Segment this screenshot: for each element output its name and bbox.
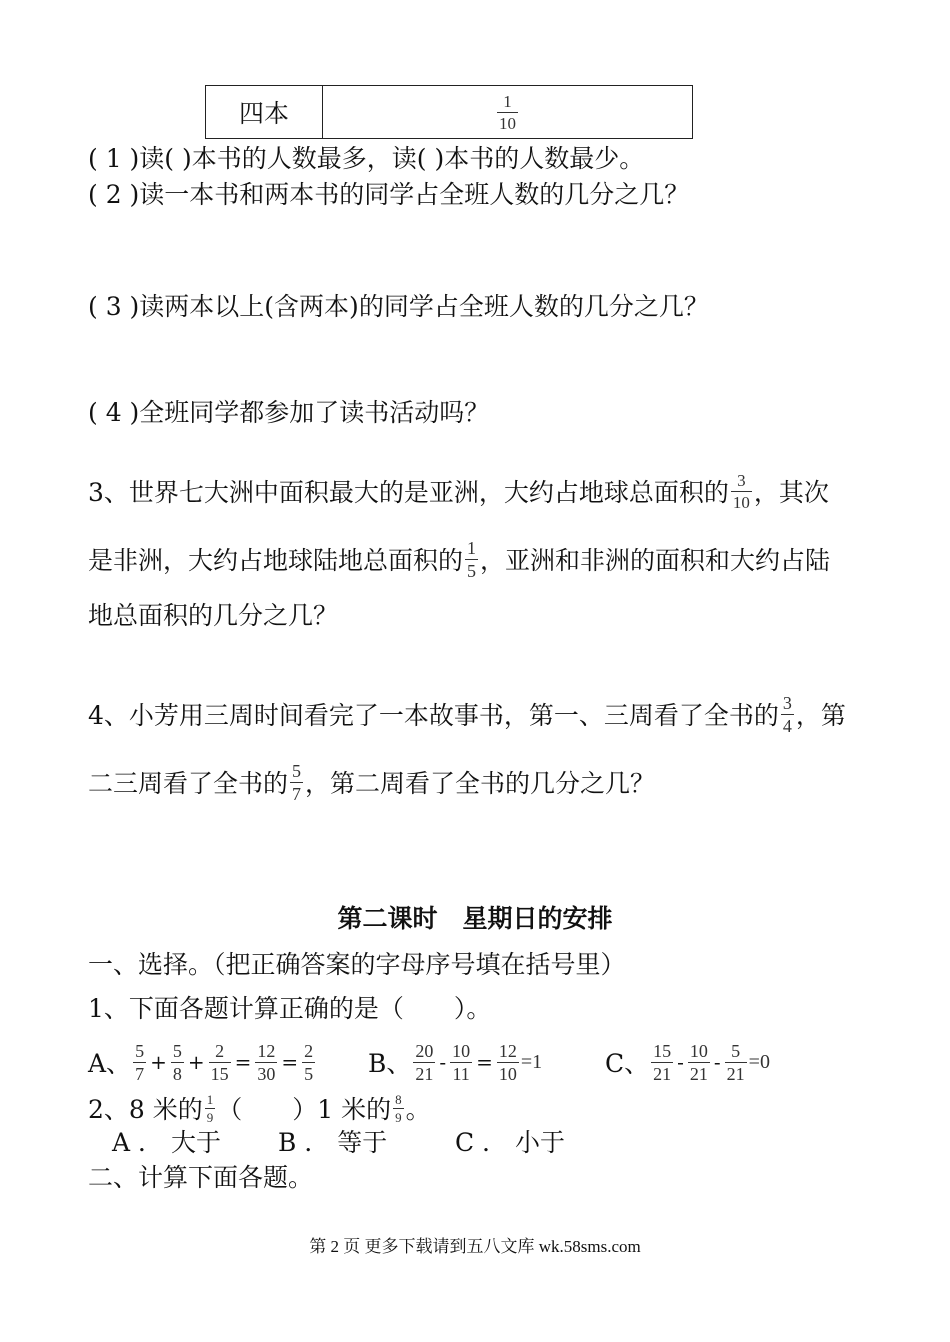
fraction: $\frac{1}{5}$ bbox=[467, 537, 477, 581]
fraction: $\frac{12}{10}$ bbox=[498, 1040, 517, 1084]
table-row bbox=[206, 86, 693, 139]
choice-c: C ． 小于 bbox=[455, 1128, 566, 1157]
fraction: $\frac{12}{30}$ bbox=[257, 1040, 276, 1084]
choice-b: B ． 等于 bbox=[278, 1128, 388, 1157]
fraction: $\frac{1}{10}$ bbox=[499, 91, 516, 133]
page-footer: 第 2 页 更多下载请到五八文库 wk.58sms.com bbox=[309, 1237, 641, 1256]
question-3: ( 3 )读两本以上(含两本)的同学占全班人数的几分之几？ bbox=[88, 292, 709, 321]
fraction: $\frac{5}{8}$ bbox=[172, 1040, 182, 1084]
fraction: $\frac{2}{15}$ bbox=[210, 1040, 229, 1084]
fraction: $\frac{8}{9}$ bbox=[395, 1091, 402, 1125]
fraction: $\frac{20}{21}$ bbox=[415, 1040, 434, 1084]
option-b: B、 $\frac{20}{21}$ - $\frac{10}{11}$ = $\frac{12}{10}$ =1 bbox=[368, 1040, 543, 1084]
question-2: ( 2 )读一本书和两本书的同学占全班人数的几分之几？ bbox=[88, 180, 690, 209]
option-a: A、 $\frac{5}{7}$ + $\frac{5}{8}$ + $\frac{2}{15}$ = $\frac{12}{30}$ = $\frac{2}{5}$ bbox=[88, 1040, 314, 1084]
problem-3-line-2: 是非洲，大约占地球陆地总面积的 $\frac{1}{5}$ ，亚洲和非洲的面积和大约占陆 bbox=[88, 537, 831, 581]
fraction: $\frac{5}{7}$ bbox=[292, 760, 302, 804]
table-cell-fraction bbox=[323, 86, 693, 139]
problem-4-line-1: 4、小芳用三周时间看完了一本故事书，第一、三周看了全书的 $\frac{3}{4}$ ，第 bbox=[88, 692, 846, 736]
fraction: $\frac{2}{5}$ bbox=[304, 1040, 314, 1084]
fraction: $\frac{10}{11}$ bbox=[452, 1040, 471, 1084]
choice-question-2: 2、8 米的 $\frac{1}{9}$ （ ）1 米的 $\frac{8}{9}$ 。 bbox=[88, 1091, 431, 1125]
fraction: $\frac{3}{4}$ bbox=[782, 692, 792, 736]
fraction: $\frac{3}{10}$ bbox=[732, 470, 750, 512]
problem-3-line-1: 3、世界七大洲中面积最大的是亚洲，大约占地球总面积的 $\frac{3}{10}$ ，其次 bbox=[88, 470, 829, 512]
reading-table bbox=[205, 85, 693, 139]
question-4: ( 4 )全班同学都参加了读书活动吗？ bbox=[88, 398, 490, 427]
part-1-heading: 一、选择。（把正确答案的字母序号填在括号里） bbox=[88, 950, 626, 979]
part-2-heading: 二、计算下面各题。 bbox=[88, 1163, 314, 1192]
question-1: ( 1 )读( )本书的人数最多，读( )本书的人数最少。 bbox=[88, 144, 645, 173]
table-cell-label: 四本 bbox=[206, 86, 323, 139]
section-title: 第二课时 星期日的安排 bbox=[337, 904, 613, 933]
choice-a: A ． 大于 bbox=[112, 1128, 221, 1157]
problem-4-line-2: 二三周看了全书的 $\frac{5}{7}$ ，第二周看了全书的几分之几？ bbox=[88, 760, 656, 804]
problem-3-line-3: 地总面积的几分之几？ bbox=[88, 601, 339, 630]
choice-question-1: 1、下面各题计算正确的是（ ）。 bbox=[88, 994, 492, 1023]
fraction: $\frac{5}{21}$ bbox=[726, 1040, 745, 1084]
fraction: $\frac{15}{21}$ bbox=[653, 1040, 672, 1084]
fraction: $\frac{5}{7}$ bbox=[135, 1040, 145, 1084]
option-c: C、 $\frac{15}{21}$ - $\frac{10}{21}$ - $\frac{5}{21}$ =0 bbox=[605, 1040, 770, 1084]
fraction: $\frac{1}{9}$ bbox=[206, 1091, 214, 1125]
fraction: $\frac{10}{21}$ bbox=[689, 1040, 708, 1084]
